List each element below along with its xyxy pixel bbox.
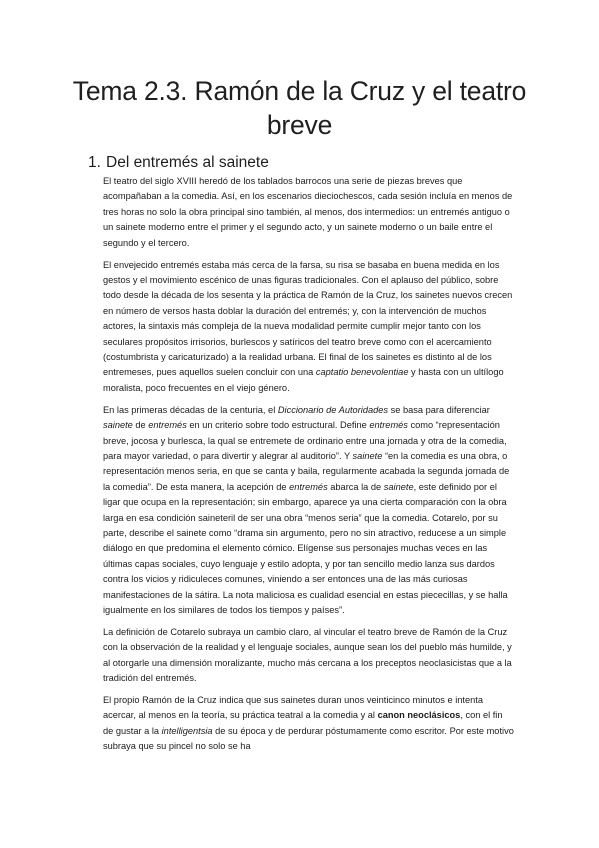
text-run: , este definido por el ligar que ocupa en la representación; sin embargo, aparece ya una cierta comparación con la obra larga en esa condición saineteril de ser una obra “menos seria” que la comedia. Cotarelo, por su parte, describe el sainete como “drama sin argumento, pero no sin atractivo, reducese a un simple diálogo en que predomina el elemento cómico. Elígense sus personajes muchas veces en las últimas capas sociales, cuyo lenguaje y estilo adopta, y por tan sencillo medio lanza sus dardos contra los vicios y ridiculeces comunes, viniendo a ser entonces una de las más curiosas manifestaciones de la sátira. La nota maliciosa es cualidad esencial en estas piececillas, y se halla igualmente en los similares de todos los tiempos y países”. (103, 481, 508, 615)
text-run: de (132, 420, 149, 431)
paragraph (103, 693, 515, 755)
italic-text: entremés (369, 420, 408, 431)
text-run: “en la comedia es una obra, o representación menos seria, en que se canta y baila, regularmente acabada la segunda jornada de la comedia”. De esta manera, la acepción de (103, 450, 510, 492)
section-number: 1. (88, 154, 101, 171)
body-text (103, 174, 515, 761)
paragraph (103, 174, 515, 251)
text-run: El propio Ramón de la Cruz indica que sus sainetes duran unos veinticinco minutos e intenta acercar, al menos en la teoría, su práctica teatral a la comedia y al (103, 695, 483, 721)
section-heading-text: Del entremés al sainete (106, 154, 269, 171)
italic-text: entremés (289, 481, 328, 492)
paragraph (103, 258, 515, 397)
italic-text: entremés (148, 420, 187, 431)
text-run: La definición de Cotarelo subraya un cambio claro, al vincular el teatro breve de Ramón de la Cruz con la observación de la realidad y el lenguaje sociales, aunque sean los del pueblo más humilde, y al otorgarle una dimensión moralizante, mucho más cercana a los preceptos neoclasicistas que a la tradición del entremés. (103, 626, 512, 684)
text-run: de su época y de perdurar póstumamente como escritor. Por este motivo subraya que su pincel no solo se ha (103, 725, 514, 752)
text-run: se basa para diferenciar (388, 404, 490, 415)
text-run: en un criterio sobre todo estructural. Define (186, 420, 370, 431)
text-run: El envejecido entremés estaba más cerca de la farsa, su risa se basaba en buena medida en los gestos y el movimiento escénico de unas figuras tradicionales. Con el aplauso del público, sobre todo desde la década de los sesenta y la práctica de Ramón de la Cruz, los sainetes nuevos crecen en número de versos hasta doblar la duración del entremés; y, con la intervención de muchos actores, la sintaxis más compleja de la nueva modalidad permite cumplir mejor tanto con los seculares propósitos irrisorios, burlescos y satíricos del teatro breve como con el acercamiento (costumbrista y caricaturizado) a la realidad urbana. El final de los sainetes es distinto al de los entremeses, pues aquellos suelen concluir con una (103, 259, 513, 378)
bold-text: canon neoclásicos (377, 710, 461, 721)
italic-text: captatio benevolentiae (315, 367, 409, 378)
text-run: y hasta con un ultílogo moralista, poco frecuentes en el viejo género. (103, 367, 504, 393)
italic-text: sainete (383, 481, 414, 492)
paragraph (103, 403, 515, 619)
text-run: abarca la de (327, 481, 384, 492)
text-run: , con el fin de gustar a la (103, 710, 503, 736)
italic-text: Diccionario de Autoridades (277, 404, 389, 415)
section-heading (88, 153, 528, 173)
text-run: como “representación breve, jocosa y burlesca, la qual se entremete de ordinario entre una jornada y otra de la comedia, para mayor variedad, o para divertir y alegrar al auditorio”. Y (103, 420, 507, 461)
page-title: Tema 2.3. Ramón de la Cruz y el teatro breve (72, 76, 527, 140)
paragraph (103, 625, 515, 687)
text-run: En las primeras décadas de la centuria, el (103, 404, 278, 415)
italic-text: sainete (352, 450, 383, 461)
italic-text: intelligentsia (161, 725, 213, 736)
italic-text: sainete (103, 420, 133, 431)
text-run: El teatro del siglo XVIII heredó de los tablados barrocos una serie de piezas breves que acompañaban a la comedia. Así, en los escenarios dieciochescos, cada sesión incluía en menos de tres horas no solo la obra principal sino también, al menos, dos intermedios: un entremés antiguo o un sainete moderno entre el primer y el segundo acto, y un sainete moderno o un baile entre el segundo y el tercero. (103, 176, 513, 248)
